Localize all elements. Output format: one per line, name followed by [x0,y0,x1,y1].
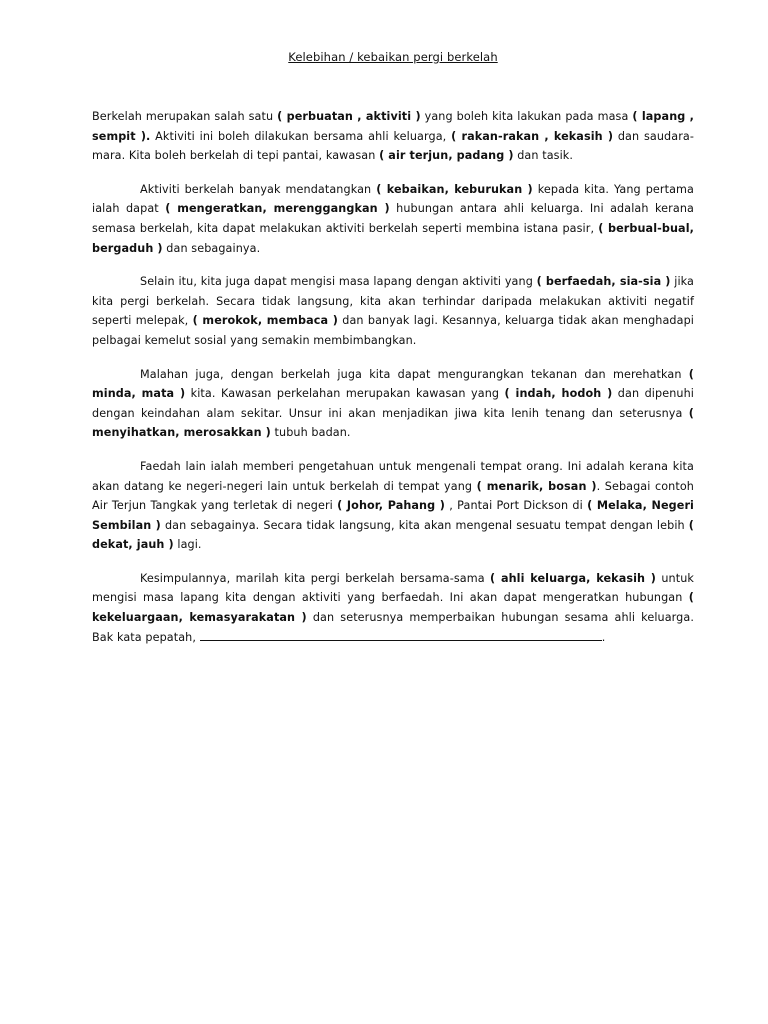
body-text: Faedah lain ialah memberi pengetahuan untuk mengenali tempat orang. Ini adalah kerana kita akan datang ke negeri-negeri lain untuk berkelah di tempat yang [92,459,694,493]
answer-choice: ( kekeluargaan, kemasyarakatan ) [92,591,694,625]
body-text: dan sebagainya. [162,241,261,255]
answer-choice: ( minda, mata ) [92,367,694,401]
body-text: yang boleh kita lakukan pada masa [420,110,633,123]
body-text: dan saudara-mara. Kita boleh berkelah di tepi pantai, kawasan [92,129,694,163]
body-text: hubungan antara ahli keluarga. Ini adalah kerana semasa berkelah, kita dapat melakukan aktiviti berkelah seperti membina istana pasir, [92,202,694,235]
body-text: dan dipenuhi dengan keindahan alam sekitar. Unsur ini akan menjadikan jiwa kita lenih tenang dan seterusnya [92,387,694,420]
answer-choice: ( indah, hodoh ) [504,387,613,401]
paragraph-3 [92,272,694,350]
answer-choice: ( Johor, Pahang ) [337,499,446,513]
answer-choice: ( lapang , sempit ). [92,110,694,143]
answer-choice: ( menyihatkan, merosakkan ) [92,406,694,440]
body-text: dan tasik. [513,149,574,163]
body-text: dan sebagainya. Secara tidak langsung, kita akan mengenal sesuatu tempat dengan lebih [160,518,689,532]
answer-choice: ( air terjun, padang ) [379,149,514,163]
answer-choice: ( perbuatan , aktiviti ) [277,110,421,123]
body-text: Selain itu, kita juga dapat mengisi masa lapang dengan aktiviti yang [140,275,537,289]
body-text: Aktiviti ini boleh dilakukan bersama ahli keluarga, [150,129,452,143]
paragraph-5 [92,457,694,555]
answer-choice: ( rakan-rakan , kekasih ) [451,129,614,143]
answer-choice: ( menarik, bosan ) [476,479,597,493]
body-text: Berkelah merupakan salah satu [92,110,278,123]
body-text: tubuh badan. [270,426,351,440]
document-body [92,107,694,647]
body-text: lagi. [173,538,202,552]
document-title: Kelebihan / kebaikan pergi berkelah [288,50,498,64]
answer-choice: ( berfaedah, sia-sia ) [536,275,671,289]
answer-choice: ( mengeratkan, merenggangkan ) [165,202,390,216]
body-text: jika kita pergi berkelah. Secara tidak langsung, kita akan terhindar daripada melakukan aktiviti negatif seperti melepak, [92,275,694,328]
document-page [92,50,694,661]
body-text: Kesimpulannya, marilah kita pergi berkelah bersama-sama [140,571,491,585]
body-text: . Sebagai contoh Air Terjun Tangkak yang terletak di negeri [92,479,694,513]
body-text: Malahan juga, dengan berkelah juga kita dapat mengurangkan tekanan dan merehatkan [140,367,689,381]
paragraph-6 [92,569,694,647]
answer-choice: ( berbual-bual, bergaduh ) [92,221,694,255]
body-text: dan seterusnya memperbaikan hubungan sesama ahli keluarga. Bak kata pepatah, [92,611,694,644]
paragraph-2 [92,180,694,258]
paragraph-1 [92,107,694,166]
body-text: dan banyak lagi. Kesannya, keluarga tidak akan menghadapi pelbagai kemelut sosial yang semakin membimbangkan. [92,314,694,347]
answer-choice: ( Melaka, Negeri Sembilan ) [92,499,694,532]
body-text: untuk mengisi masa lapang kita dengan aktiviti yang berfaedah. Ini akan dapat mengeratkan hubungan [92,571,695,605]
body-text: . [601,630,606,644]
answer-choice: ( merokok, membaca ) [192,314,338,328]
answer-choice: ( dekat, jauh ) [92,518,694,552]
answer-choice: ( ahli keluarga, kekasih ) [490,571,657,585]
paragraph-4 [92,365,694,443]
body-text: kepada kita. Yang pertama ialah dapat [92,182,695,216]
body-text: kita. Kawasan perkelahan merupakan kawasan yang [185,387,505,401]
fill-in-blank-line [200,629,602,641]
body-text: Aktiviti berkelah banyak mendatangkan [140,182,377,196]
answer-choice: ( kebaikan, keburukan ) [376,182,533,196]
body-text: , Pantai Port Dickson di [445,499,588,513]
